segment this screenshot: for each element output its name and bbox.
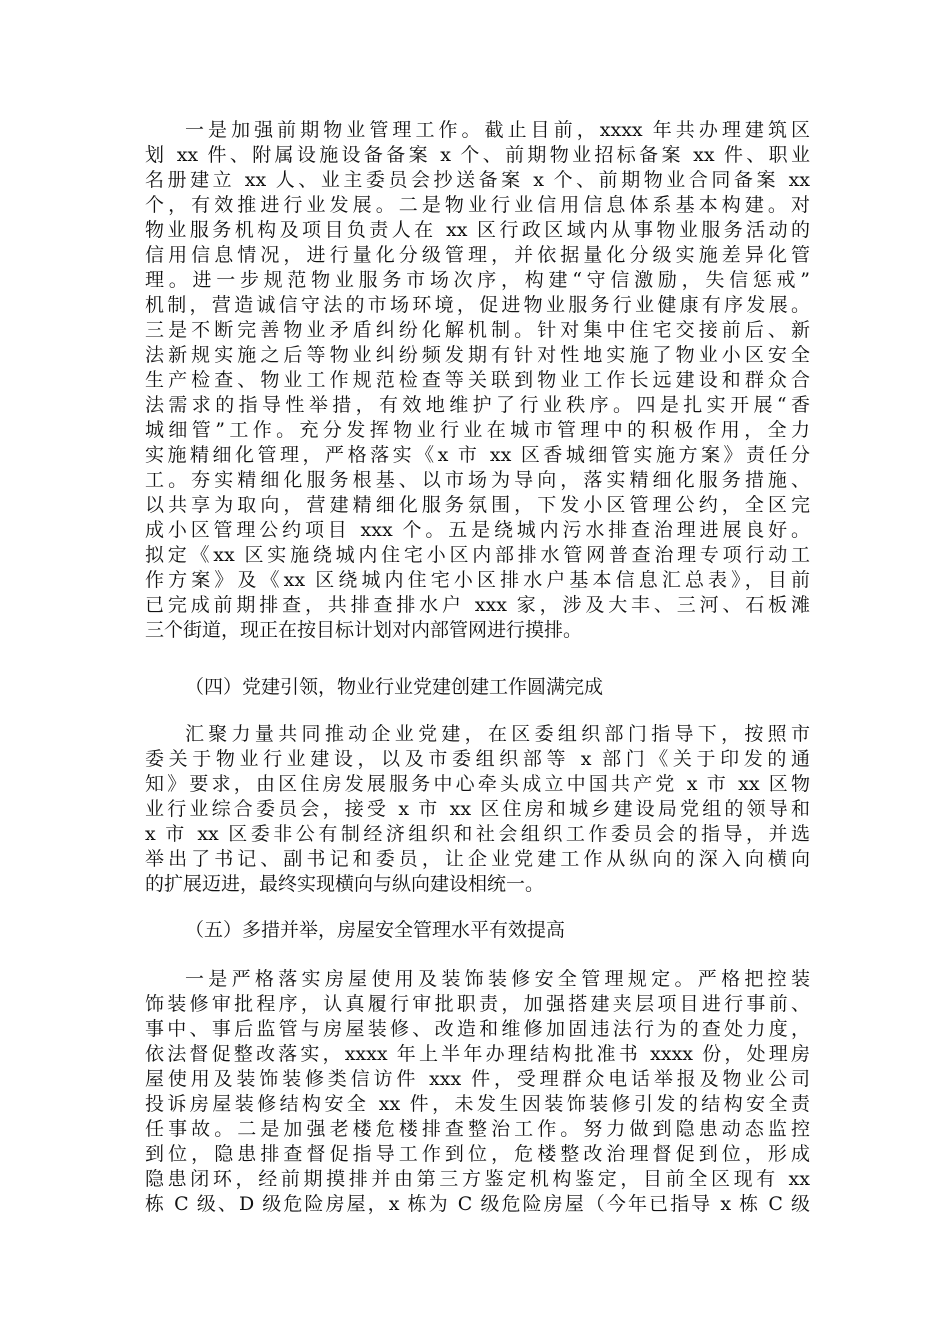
text-line: 以共享为取向，营建精细化服务氛围，下发小区管理公约，全区完: [145, 494, 810, 516]
text-line: 城细管”工作。充分发挥物业行业在城市管理中的积极作用，全力: [145, 419, 810, 441]
text-line: 机制，营造诚信守法的市场环境，促进物业服务行业健康有序发展。: [145, 294, 810, 316]
section-heading-party-building: （四）党建引领，物业行业党建创建工作圆满完成: [185, 676, 604, 698]
text-line: 屋使用及装饰装修类信访件 xxx 件，受理群众电话举报及物业公司: [145, 1068, 810, 1090]
text-line: 生产检查、物业工作规范检查等关联到物业工作长远建设和群众合: [145, 369, 810, 391]
text-line: 事中、事后监管与房屋装修、改造和维修加固违法行为的查处力度，: [145, 1018, 810, 1040]
text-line: 业行业综合委员会，接受 x 市 xx 区住房和城乡建设局党组的领导和: [145, 798, 810, 820]
text-line: 栋 C 级、D 级危险房屋，x 栋为 C 级危险房屋（今年已指导 x 栋 C 级: [145, 1193, 810, 1215]
text-line: 成小区管理公约项目 xxx 个。五是绕城内污水排查治理进展良好。: [145, 519, 810, 541]
text-line: 一是严格落实房屋使用及装饰装修安全管理规定。严格把控装: [185, 968, 810, 990]
text-line: 隐患闭环，经前期摸排并由第三方鉴定机构鉴定，目前全区现有 xx: [145, 1168, 810, 1190]
text-line: 投诉房屋装修结构安全 xx 件，未发生因装饰装修引发的结构安全责: [145, 1093, 810, 1115]
text-line: 作方案》及《xx 区绕城内住宅小区排水户基本信息汇总表》，目前: [145, 569, 810, 591]
text-line: 一是加强前期物业管理工作。截止目前，xxxx 年共办理建筑区: [185, 119, 810, 141]
text-line: 实施精细化管理，严格落实《x 市 xx 区香城细管实施方案》责任分: [145, 444, 810, 466]
text-line: 理。进一步规范物业服务市场次序，构建“守信激励，失信惩戒”: [145, 269, 810, 291]
text-line: 拟定《xx 区实施绕城内住宅小区内部排水管网普查治理专项行动工: [145, 544, 810, 566]
text-line: 知》要求，由区住房发展服务中心牵头成立中国共产党 x 市 xx 区物: [145, 773, 810, 795]
body-paragraph-party-building: [145, 722, 810, 897]
text-line: 物业服务机构及项目负责人在 xx 区行政区域内从事物业服务活动的: [145, 219, 810, 241]
text-line: 举出了书记、副书记和委员，让企业党建工作从纵向的深入向横向: [145, 848, 810, 870]
text-line: 划 xx 件、附属设施设备备案 x 个、前期物业招标备案 xx 件、职业: [145, 144, 810, 166]
text-line: 汇聚力量共同推动企业党建，在区委组织部门指导下，按照市: [185, 723, 810, 745]
text-line: 个，有效推进行业发展。二是物业行业信用信息体系基本构建。对: [145, 194, 810, 216]
text-line: 信用信息情况，进行量化分级管理，并依据量化分级实施差异化管: [145, 244, 810, 266]
body-paragraph-housing-safety: [145, 967, 810, 1217]
text-line: 三是不断完善物业矛盾纠纷化解机制。针对集中住宅交接前后、新: [145, 319, 810, 341]
text-line: 名册建立 xx 人、业主委员会抄送备案 x 个、前期物业合同备案 xx: [145, 169, 810, 191]
text-line: 的扩展迈进，最终实现横向与纵向建设相统一。: [145, 873, 545, 895]
text-line: x 市 xx 区委非公有制经济组织和社会组织工作委员会的指导，并选: [145, 823, 810, 845]
text-line: 工。夯实精细化服务根基、以市场为导向，落实精细化服务措施、: [145, 469, 810, 491]
text-line: 法新规实施之后等物业纠纷频发期有针对性地实施了物业小区安全: [145, 344, 810, 366]
text-line: 法需求的指导性举措，有效地维护了行业秩序。四是扎实开展“香: [145, 394, 810, 416]
text-line: 三个街道，现正在按目标计划对内部管网进行摸排。: [145, 619, 583, 641]
text-line: 任事故。二是加强老楼危楼排查整治工作。努力做到隐患动态监控: [145, 1118, 810, 1140]
text-line: 到位，隐患排查督促指导工作到位，危楼整改治理督促到位，形成: [145, 1143, 810, 1165]
text-line: 依法督促整改落实，xxxx 年上半年办理结构批准书 xxxx 份，处理房: [145, 1043, 810, 1065]
text-line: 饰装修审批程序，认真履行审批职责，加强搭建夹层项目进行事前、: [145, 993, 810, 1015]
body-paragraph-property-management: [145, 118, 810, 643]
text-line: 委关于物业行业建设，以及市委组织部等 x 部门《关于印发的通: [145, 748, 810, 770]
text-line: 已完成前期排查，共排查排水户 xxx 家，涉及大丰、三河、石板滩: [145, 594, 810, 616]
section-heading-housing-safety: （五）多措并举，房屋安全管理水平有效提高: [185, 919, 566, 941]
